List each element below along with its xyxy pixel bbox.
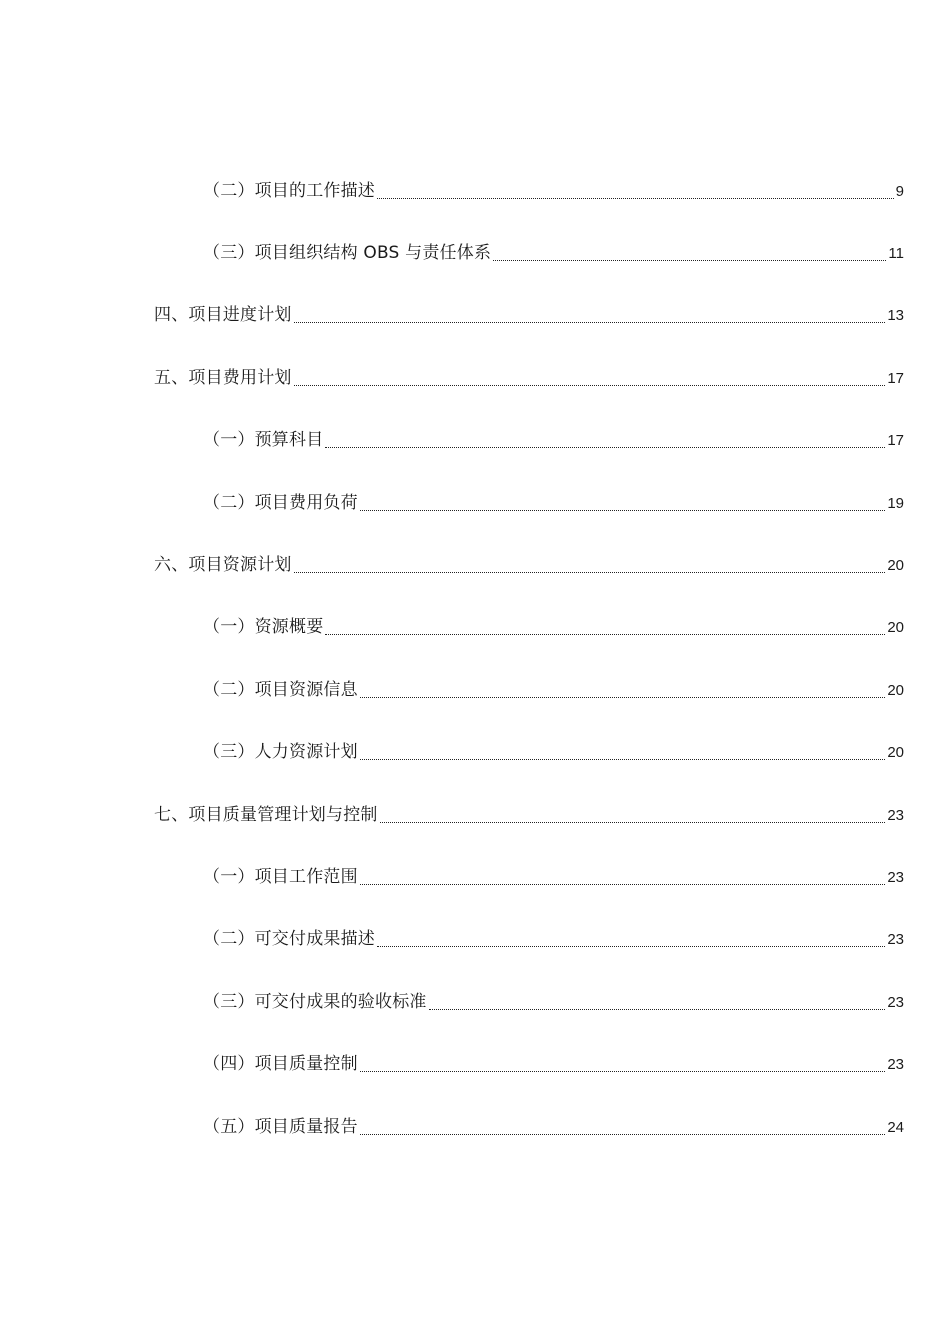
toc-entry[interactable]: [0, 285, 950, 347]
toc-entry-page: 11: [888, 245, 904, 263]
dot-leader: [360, 1134, 886, 1135]
toc-entry-page: 17: [887, 369, 904, 387]
toc-entry[interactable]: [0, 347, 950, 409]
toc-entry-page: 9: [895, 182, 904, 200]
dot-leader: [380, 822, 886, 823]
dot-leader: [294, 572, 886, 573]
toc-entry-page: 20: [887, 557, 904, 575]
toc-entry[interactable]: [0, 472, 950, 534]
toc-entry-title: （四）项目质量控制: [203, 1054, 358, 1075]
toc-entry-title: 六、项目资源计划: [154, 555, 292, 576]
dot-leader: [325, 447, 885, 448]
toc-entry-title: （一）资源概要: [203, 617, 324, 638]
toc-entry[interactable]: [0, 971, 950, 1033]
toc-entry-page: 13: [887, 307, 904, 325]
dot-leader: [360, 884, 886, 885]
toc-entry[interactable]: [0, 534, 950, 596]
toc-entry-page: 23: [887, 868, 904, 886]
dot-leader: [360, 759, 886, 760]
toc-entry-page: 24: [887, 1118, 904, 1136]
dot-leader: [493, 260, 886, 261]
toc-entry-title: （一）项目工作范围: [203, 866, 358, 887]
dot-leader: [325, 634, 885, 635]
dot-leader: [429, 1009, 886, 1010]
toc-entry-page: 17: [887, 432, 904, 450]
toc-entry-title: （三）可交付成果的验收标准: [203, 991, 427, 1012]
toc-entry[interactable]: [0, 1096, 950, 1158]
toc-entry[interactable]: [0, 784, 950, 846]
toc-entry-page: 19: [887, 494, 904, 512]
toc-entry-page: 20: [887, 744, 904, 762]
toc-entry[interactable]: [0, 410, 950, 472]
toc-entry-page: 23: [887, 931, 904, 949]
toc-entry-title: （三）人力资源计划: [203, 742, 358, 763]
dot-leader: [360, 697, 886, 698]
dot-leader: [377, 198, 894, 199]
toc-entry[interactable]: [0, 846, 950, 908]
toc-entry[interactable]: [0, 1033, 950, 1095]
toc-entry[interactable]: [0, 659, 950, 721]
toc-entry-page: 20: [887, 681, 904, 699]
dot-leader: [360, 510, 886, 511]
toc-entry-title: 七、项目质量管理计划与控制: [154, 804, 378, 825]
toc-entry-page: 20: [887, 619, 904, 637]
table-of-contents: [0, 160, 950, 1158]
toc-entry-page: 23: [887, 1056, 904, 1074]
toc-entry-title: 五、项目费用计划: [154, 367, 292, 388]
toc-entry-page: 23: [887, 993, 904, 1011]
toc-entry-page: 23: [887, 806, 904, 824]
toc-entry-title: （二）项目的工作描述: [203, 180, 375, 201]
toc-entry-title: （五）项目质量报告: [203, 1116, 358, 1137]
dot-leader: [294, 322, 886, 323]
dot-leader: [294, 385, 886, 386]
toc-entry-title: （二）项目费用负荷: [203, 492, 358, 513]
toc-entry-title: （三）项目组织结构 OBS 与责任体系: [203, 243, 492, 264]
toc-entry[interactable]: [0, 909, 950, 971]
toc-entry-title: （二）项目资源信息: [203, 679, 358, 700]
dot-leader: [360, 1071, 886, 1072]
toc-entry[interactable]: [0, 222, 950, 284]
toc-entry[interactable]: [0, 160, 950, 222]
toc-entry-title: （二）可交付成果描述: [203, 929, 375, 950]
toc-entry-title: （一）预算科目: [203, 430, 324, 451]
dot-leader: [377, 946, 885, 947]
toc-entry[interactable]: [0, 722, 950, 784]
toc-entry-title: 四、项目进度计划: [154, 305, 292, 326]
toc-entry[interactable]: [0, 597, 950, 659]
